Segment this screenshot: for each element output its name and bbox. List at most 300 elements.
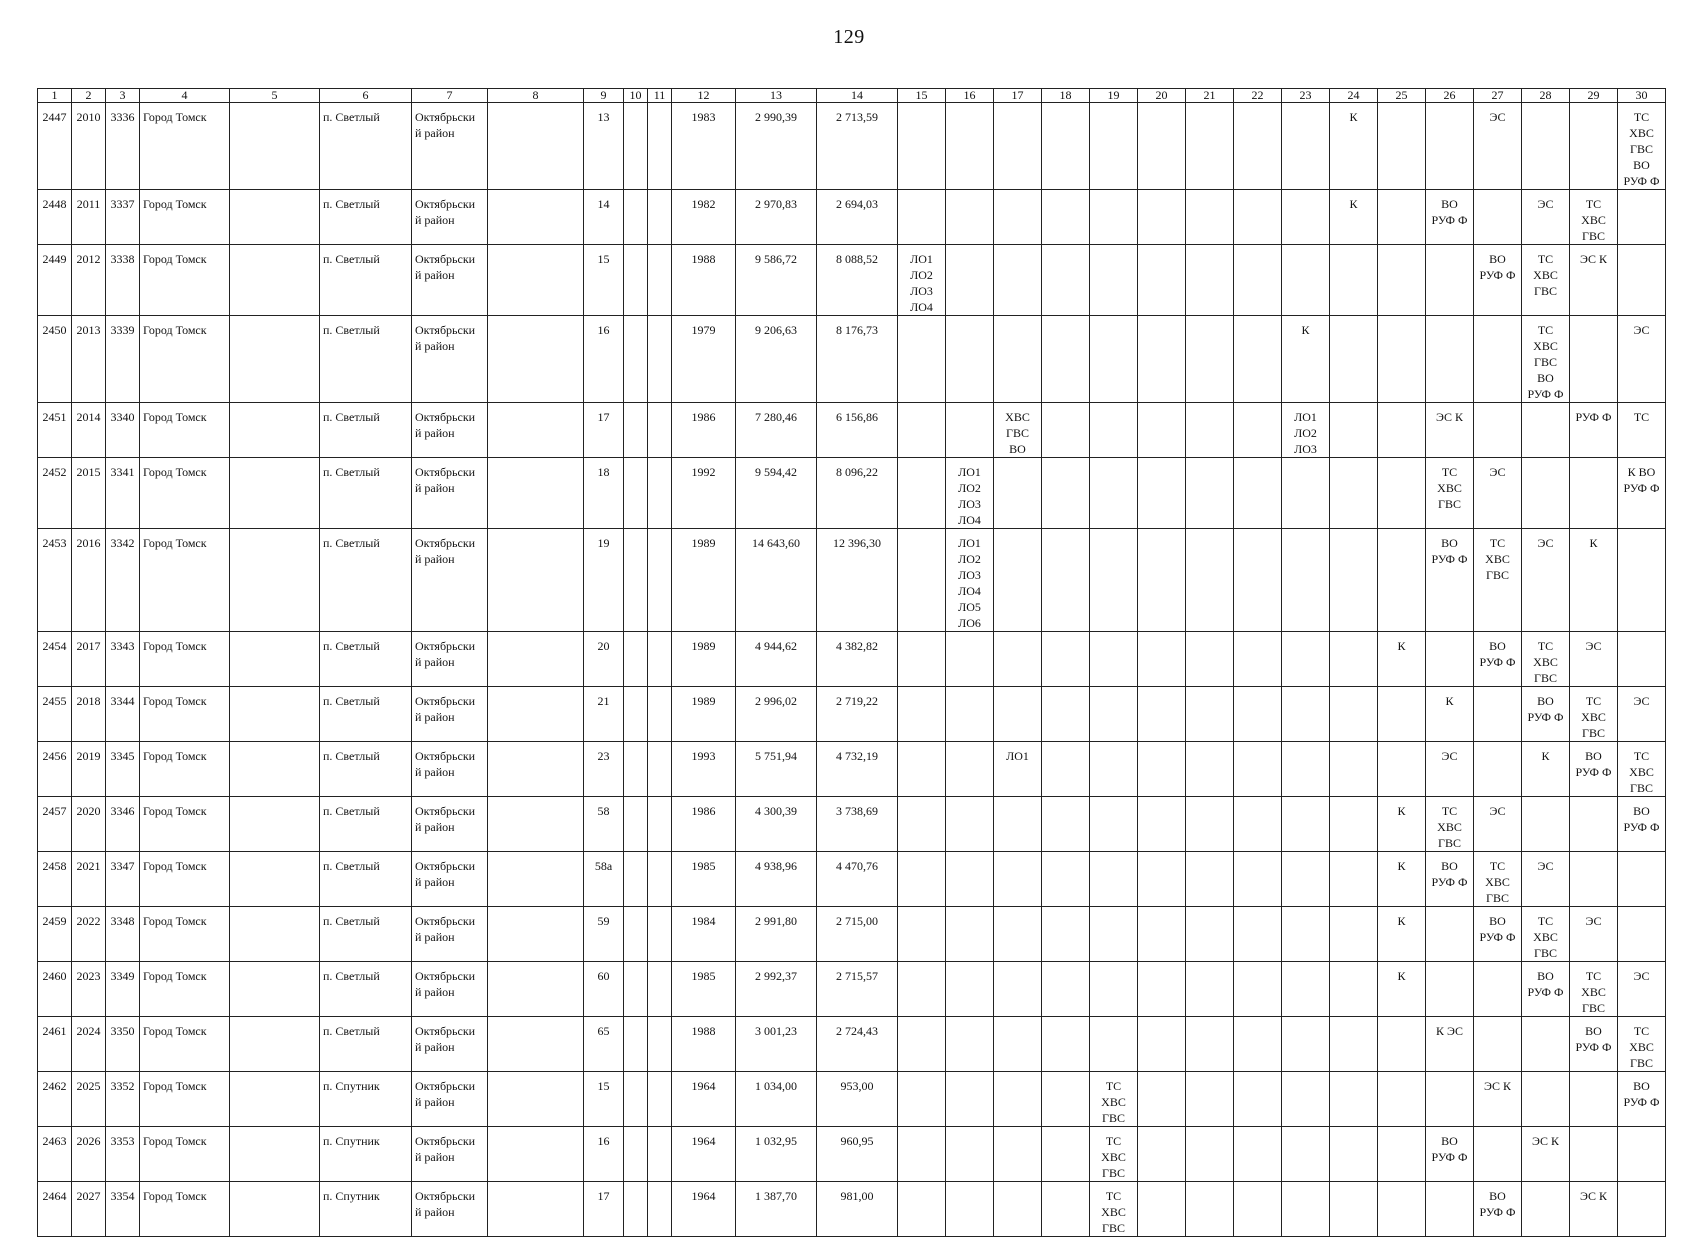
column-header-5: 5	[230, 89, 320, 103]
table-cell-col-5	[230, 742, 320, 797]
table-cell-col-28: ЭС	[1522, 852, 1570, 907]
table-cell-col-23	[1282, 1127, 1330, 1182]
table-cell-col-12: 1982	[672, 190, 736, 245]
table-cell-col-24	[1330, 797, 1378, 852]
table-cell-col-27	[1474, 403, 1522, 458]
table-cell-col-20	[1138, 1127, 1186, 1182]
table-cell-col-6: п. Светлый	[320, 103, 412, 190]
table-cell-col-10	[624, 458, 648, 529]
table-row	[38, 687, 1666, 742]
table-cell-col-24	[1330, 458, 1378, 529]
table-cell-col-8	[488, 190, 584, 245]
table-cell-col-7: Октябрьски й район	[412, 907, 488, 962]
table-cell-col-11	[648, 632, 672, 687]
table-cell-col-12: 1983	[672, 103, 736, 190]
table-cell-col-18	[1042, 458, 1090, 529]
table-cell-col-2: 2014	[72, 403, 106, 458]
table-cell-col-29: К	[1570, 529, 1618, 632]
table-cell-col-28: ЭС	[1522, 190, 1570, 245]
table-cell-col-26: ЭС	[1426, 742, 1474, 797]
table-cell-col-11	[648, 1182, 672, 1237]
column-header-13: 13	[736, 89, 817, 103]
table-cell-col-5	[230, 1182, 320, 1237]
column-header-6: 6	[320, 89, 412, 103]
table-cell-col-22	[1234, 687, 1282, 742]
column-header-22: 22	[1234, 89, 1282, 103]
table-row	[38, 632, 1666, 687]
table-cell-col-7: Октябрьски й район	[412, 529, 488, 632]
table-cell-col-15	[898, 458, 946, 529]
table-cell-col-16	[946, 797, 994, 852]
table-row	[38, 1017, 1666, 1072]
table-cell-col-1: 2452	[38, 458, 72, 529]
column-header-8: 8	[488, 89, 584, 103]
table-cell-col-2: 2017	[72, 632, 106, 687]
table-cell-col-15	[898, 103, 946, 190]
table-cell-col-30	[1618, 852, 1666, 907]
table-cell-col-10	[624, 797, 648, 852]
table-cell-col-1: 2461	[38, 1017, 72, 1072]
table-cell-col-9: 58а	[584, 852, 624, 907]
table-cell-col-8	[488, 458, 584, 529]
table-cell-col-20	[1138, 852, 1186, 907]
table-cell-col-16	[946, 403, 994, 458]
table-cell-col-26: ВО РУФ Ф	[1426, 852, 1474, 907]
table-cell-col-9: 20	[584, 632, 624, 687]
table-cell-col-26	[1426, 1072, 1474, 1127]
table-cell-col-4: Город Томск	[140, 1017, 230, 1072]
table-cell-col-26	[1426, 962, 1474, 1017]
table-cell-col-9: 16	[584, 1127, 624, 1182]
table-cell-col-30	[1618, 190, 1666, 245]
table-cell-col-3: 3340	[106, 403, 140, 458]
table-cell-col-7: Октябрьски й район	[412, 742, 488, 797]
table-cell-col-18	[1042, 687, 1090, 742]
table-cell-col-23	[1282, 1072, 1330, 1127]
table-cell-col-14: 960,95	[817, 1127, 898, 1182]
table-cell-col-28	[1522, 797, 1570, 852]
table-cell-col-25	[1378, 458, 1426, 529]
table-cell-col-21	[1186, 742, 1234, 797]
column-header-29: 29	[1570, 89, 1618, 103]
table-cell-col-23	[1282, 797, 1330, 852]
table-cell-col-5	[230, 316, 320, 403]
table-cell-col-20	[1138, 1017, 1186, 1072]
table-cell-col-6: п. Спутник	[320, 1072, 412, 1127]
table-cell-col-12: 1992	[672, 458, 736, 529]
table-cell-col-24	[1330, 632, 1378, 687]
page-number: 129	[833, 26, 865, 48]
table-cell-col-29: ЭС	[1570, 632, 1618, 687]
table-cell-col-12: 1985	[672, 962, 736, 1017]
table-cell-col-7: Октябрьски й район	[412, 687, 488, 742]
table-cell-col-22	[1234, 245, 1282, 316]
table-cell-col-25: К	[1378, 907, 1426, 962]
table-cell-col-1: 2454	[38, 632, 72, 687]
table-cell-col-3: 3353	[106, 1127, 140, 1182]
table-cell-col-20	[1138, 458, 1186, 529]
table-cell-col-29: ЭС К	[1570, 245, 1618, 316]
table-cell-col-3: 3354	[106, 1182, 140, 1237]
table-cell-col-23	[1282, 632, 1330, 687]
table-cell-col-29	[1570, 316, 1618, 403]
table-cell-col-12: 1988	[672, 245, 736, 316]
table-cell-col-9: 59	[584, 907, 624, 962]
table-cell-col-11	[648, 852, 672, 907]
table-cell-col-23	[1282, 1017, 1330, 1072]
table-cell-col-14: 981,00	[817, 1182, 898, 1237]
table-cell-col-10	[624, 1127, 648, 1182]
table-cell-col-6: п. Светлый	[320, 403, 412, 458]
table-cell-col-26: К ЭС	[1426, 1017, 1474, 1072]
table-cell-col-6: п. Светлый	[320, 245, 412, 316]
table-cell-col-29: ЭС	[1570, 907, 1618, 962]
table-cell-col-18	[1042, 529, 1090, 632]
table-cell-col-8	[488, 1072, 584, 1127]
table-cell-col-28	[1522, 403, 1570, 458]
table-cell-col-9: 13	[584, 103, 624, 190]
table-cell-col-18	[1042, 852, 1090, 907]
table-cell-col-30: ТС ХВС ГВС	[1618, 1017, 1666, 1072]
table-cell-col-16	[946, 1072, 994, 1127]
table-cell-col-17	[994, 797, 1042, 852]
table-row	[38, 742, 1666, 797]
table-cell-col-5	[230, 1017, 320, 1072]
table-cell-col-28	[1522, 1017, 1570, 1072]
table-cell-col-27: ЭС	[1474, 797, 1522, 852]
table-cell-col-15	[898, 190, 946, 245]
table-cell-col-10	[624, 1072, 648, 1127]
table-cell-col-30	[1618, 632, 1666, 687]
table-cell-col-23	[1282, 1182, 1330, 1237]
table-cell-col-3: 3344	[106, 687, 140, 742]
table-cell-col-17	[994, 1017, 1042, 1072]
table-cell-col-11	[648, 529, 672, 632]
table-cell-col-27	[1474, 316, 1522, 403]
table-cell-col-25	[1378, 529, 1426, 632]
table-cell-col-6: п. Светлый	[320, 529, 412, 632]
table-cell-col-4: Город Томск	[140, 742, 230, 797]
table-cell-col-4: Город Томск	[140, 245, 230, 316]
table-cell-col-19	[1090, 797, 1138, 852]
column-header-3: 3	[106, 89, 140, 103]
table-cell-col-14: 2 715,57	[817, 962, 898, 1017]
table-cell-col-23	[1282, 687, 1330, 742]
table-cell-col-7: Октябрьски й район	[412, 190, 488, 245]
table-cell-col-8	[488, 1182, 584, 1237]
table-cell-col-2: 2015	[72, 458, 106, 529]
table-cell-col-22	[1234, 316, 1282, 403]
table-cell-col-21	[1186, 687, 1234, 742]
table-cell-col-3: 3347	[106, 852, 140, 907]
table-cell-col-23	[1282, 742, 1330, 797]
column-header-17: 17	[994, 89, 1042, 103]
table-cell-col-8	[488, 632, 584, 687]
table-cell-col-24	[1330, 687, 1378, 742]
table-cell-col-21	[1186, 458, 1234, 529]
table-cell-col-20	[1138, 687, 1186, 742]
table-cell-col-2: 2019	[72, 742, 106, 797]
table-cell-col-8	[488, 1127, 584, 1182]
table-cell-col-7: Октябрьски й район	[412, 1017, 488, 1072]
table-cell-col-17	[994, 1182, 1042, 1237]
table-cell-col-23	[1282, 962, 1330, 1017]
table-cell-col-20	[1138, 632, 1186, 687]
table-cell-col-30: ЭС	[1618, 687, 1666, 742]
table-cell-col-25	[1378, 1017, 1426, 1072]
table-cell-col-7: Октябрьски й район	[412, 458, 488, 529]
table-cell-col-25: К	[1378, 852, 1426, 907]
table-cell-col-19	[1090, 852, 1138, 907]
table-cell-col-13: 2 992,37	[736, 962, 817, 1017]
column-header-19: 19	[1090, 89, 1138, 103]
table-cell-col-30: ТС	[1618, 403, 1666, 458]
table-cell-col-19	[1090, 632, 1138, 687]
table-cell-col-30: ТС ХВС ГВС	[1618, 742, 1666, 797]
table-cell-col-18	[1042, 632, 1090, 687]
table-cell-col-4: Город Томск	[140, 1182, 230, 1237]
table-cell-col-3: 3346	[106, 797, 140, 852]
table-cell-col-20	[1138, 962, 1186, 1017]
table-cell-col-4: Город Томск	[140, 316, 230, 403]
table-cell-col-5	[230, 190, 320, 245]
table-cell-col-23: ЛО1 ЛО2 ЛО3	[1282, 403, 1330, 458]
table-cell-col-30: ТС ХВС ГВС ВО РУФ Ф	[1618, 103, 1666, 190]
table-cell-col-11	[648, 1127, 672, 1182]
table-cell-col-6: п. Светлый	[320, 907, 412, 962]
table-cell-col-13: 3 001,23	[736, 1017, 817, 1072]
table-cell-col-20	[1138, 316, 1186, 403]
table-cell-col-29: РУФ Ф	[1570, 403, 1618, 458]
table-cell-col-7: Октябрьски й район	[412, 797, 488, 852]
table-cell-col-25	[1378, 190, 1426, 245]
table-cell-col-16	[946, 962, 994, 1017]
table-cell-col-1: 2455	[38, 687, 72, 742]
table-cell-col-1: 2460	[38, 962, 72, 1017]
table-cell-col-11	[648, 907, 672, 962]
table-cell-col-11	[648, 687, 672, 742]
table-cell-col-19	[1090, 458, 1138, 529]
table-cell-col-2: 2011	[72, 190, 106, 245]
table-cell-col-14: 8 176,73	[817, 316, 898, 403]
table-cell-col-28	[1522, 103, 1570, 190]
table-cell-col-3: 3350	[106, 1017, 140, 1072]
table-cell-col-23: К	[1282, 316, 1330, 403]
table-cell-col-15	[898, 1127, 946, 1182]
table-cell-col-24	[1330, 403, 1378, 458]
table-cell-col-27: ЭС	[1474, 103, 1522, 190]
table-cell-col-18	[1042, 907, 1090, 962]
table-cell-col-27: ВО РУФ Ф	[1474, 1182, 1522, 1237]
table-cell-col-17	[994, 529, 1042, 632]
table-cell-col-12: 1989	[672, 687, 736, 742]
table-cell-col-27: ВО РУФ Ф	[1474, 907, 1522, 962]
table-cell-col-30: ВО РУФ Ф	[1618, 1072, 1666, 1127]
table-cell-col-14: 4 382,82	[817, 632, 898, 687]
table-cell-col-24	[1330, 1182, 1378, 1237]
table-cell-col-15	[898, 1072, 946, 1127]
table-cell-col-10	[624, 962, 648, 1017]
table-cell-col-18	[1042, 962, 1090, 1017]
table-cell-col-5	[230, 403, 320, 458]
table-cell-col-9: 19	[584, 529, 624, 632]
table-cell-col-12: 1986	[672, 797, 736, 852]
table-cell-col-6: п. Светлый	[320, 632, 412, 687]
table-cell-col-15	[898, 1017, 946, 1072]
table-cell-col-3: 3349	[106, 962, 140, 1017]
table-cell-col-26	[1426, 1182, 1474, 1237]
table-cell-col-3: 3343	[106, 632, 140, 687]
table-cell-col-17	[994, 687, 1042, 742]
table-cell-col-28: К	[1522, 742, 1570, 797]
table-cell-col-15	[898, 797, 946, 852]
table-cell-col-2: 2018	[72, 687, 106, 742]
table-cell-col-14: 4 732,19	[817, 742, 898, 797]
table-cell-col-14: 12 396,30	[817, 529, 898, 632]
table-cell-col-30: ЭС	[1618, 316, 1666, 403]
table-cell-col-28	[1522, 458, 1570, 529]
table-cell-col-2: 2010	[72, 103, 106, 190]
table-cell-col-16: ЛО1 ЛО2 ЛО3 ЛО4 ЛО5 ЛО6	[946, 529, 994, 632]
table-cell-col-7: Октябрьски й район	[412, 852, 488, 907]
table-cell-col-24	[1330, 907, 1378, 962]
table-cell-col-26: ВО РУФ Ф	[1426, 190, 1474, 245]
table-cell-col-19	[1090, 245, 1138, 316]
table-cell-col-17: ХВС ГВС ВО	[994, 403, 1042, 458]
table-cell-col-1: 2449	[38, 245, 72, 316]
table-cell-col-22	[1234, 1072, 1282, 1127]
table-cell-col-29: ВО РУФ Ф	[1570, 1017, 1618, 1072]
table-cell-col-29: ТС ХВС ГВС	[1570, 190, 1618, 245]
table-cell-col-25: К	[1378, 797, 1426, 852]
table-cell-col-18	[1042, 742, 1090, 797]
table-cell-col-28: ТС ХВС ГВС	[1522, 632, 1570, 687]
table-row	[38, 907, 1666, 962]
table-cell-col-17: ЛО1	[994, 742, 1042, 797]
table-cell-col-17	[994, 907, 1042, 962]
table-cell-col-2: 2021	[72, 852, 106, 907]
table-cell-col-21	[1186, 1017, 1234, 1072]
table-cell-col-21	[1186, 1072, 1234, 1127]
table-cell-col-13: 9 586,72	[736, 245, 817, 316]
table-cell-col-14: 6 156,86	[817, 403, 898, 458]
table-cell-col-19	[1090, 1017, 1138, 1072]
table-cell-col-7: Октябрьски й район	[412, 632, 488, 687]
table-cell-col-27	[1474, 962, 1522, 1017]
table-cell-col-8	[488, 687, 584, 742]
table-cell-col-20	[1138, 245, 1186, 316]
table-cell-col-3: 3336	[106, 103, 140, 190]
table-cell-col-1: 2457	[38, 797, 72, 852]
table-cell-col-6: п. Спутник	[320, 1182, 412, 1237]
table-cell-col-10	[624, 190, 648, 245]
table-cell-col-5	[230, 1072, 320, 1127]
table-cell-col-11	[648, 962, 672, 1017]
table-cell-col-9: 21	[584, 687, 624, 742]
column-header-25: 25	[1378, 89, 1426, 103]
table-cell-col-28: ЭС К	[1522, 1127, 1570, 1182]
column-header-27: 27	[1474, 89, 1522, 103]
column-header-14: 14	[817, 89, 898, 103]
column-header-28: 28	[1522, 89, 1570, 103]
table-cell-col-10	[624, 529, 648, 632]
table-cell-col-28	[1522, 1182, 1570, 1237]
table-cell-col-9: 58	[584, 797, 624, 852]
table-cell-col-26	[1426, 245, 1474, 316]
table-cell-col-10	[624, 687, 648, 742]
table-cell-col-14: 8 088,52	[817, 245, 898, 316]
table-cell-col-26: К	[1426, 687, 1474, 742]
column-header-16: 16	[946, 89, 994, 103]
table-cell-col-21	[1186, 1127, 1234, 1182]
table-cell-col-7: Октябрьски й район	[412, 316, 488, 403]
table-cell-col-27	[1474, 190, 1522, 245]
table-cell-col-11	[648, 316, 672, 403]
table-cell-col-12: 1993	[672, 742, 736, 797]
table-cell-col-26: ТС ХВС ГВС	[1426, 797, 1474, 852]
table-cell-col-19	[1090, 190, 1138, 245]
table-cell-col-19	[1090, 403, 1138, 458]
table-cell-col-14: 8 096,22	[817, 458, 898, 529]
table-cell-col-15	[898, 632, 946, 687]
table-cell-col-4: Город Томск	[140, 632, 230, 687]
table-cell-col-27	[1474, 1017, 1522, 1072]
table-cell-col-21	[1186, 316, 1234, 403]
column-header-12: 12	[672, 89, 736, 103]
table-cell-col-4: Город Томск	[140, 1072, 230, 1127]
table-cell-col-23	[1282, 907, 1330, 962]
table-cell-col-28: ТС ХВС ГВС	[1522, 907, 1570, 962]
table-cell-col-26: ТС ХВС ГВС	[1426, 458, 1474, 529]
table-cell-col-12: 1989	[672, 632, 736, 687]
table-cell-col-6: п. Светлый	[320, 742, 412, 797]
table-cell-col-20	[1138, 1182, 1186, 1237]
table-cell-col-12: 1964	[672, 1127, 736, 1182]
table-cell-col-26	[1426, 907, 1474, 962]
table-cell-col-17	[994, 632, 1042, 687]
table-cell-col-22	[1234, 1127, 1282, 1182]
table-cell-col-9: 18	[584, 458, 624, 529]
table-cell-col-5	[230, 632, 320, 687]
table-cell-col-8	[488, 403, 584, 458]
table-cell-col-15	[898, 742, 946, 797]
table-cell-col-9: 23	[584, 742, 624, 797]
table-cell-col-30: ВО РУФ Ф	[1618, 797, 1666, 852]
table-cell-col-30	[1618, 245, 1666, 316]
table-cell-col-26: ВО РУФ Ф	[1426, 529, 1474, 632]
table-cell-col-25	[1378, 316, 1426, 403]
table-cell-col-24	[1330, 1127, 1378, 1182]
table-cell-col-5	[230, 103, 320, 190]
table-cell-col-22	[1234, 458, 1282, 529]
table-cell-col-7: Октябрьски й район	[412, 1072, 488, 1127]
table-cell-col-1: 2462	[38, 1072, 72, 1127]
column-header-7: 7	[412, 89, 488, 103]
table-cell-col-18	[1042, 103, 1090, 190]
table-cell-col-14: 4 470,76	[817, 852, 898, 907]
table-cell-col-2: 2023	[72, 962, 106, 1017]
table-cell-col-12: 1986	[672, 403, 736, 458]
table-cell-col-12: 1985	[672, 852, 736, 907]
column-header-18: 18	[1042, 89, 1090, 103]
table-cell-col-21	[1186, 103, 1234, 190]
table-cell-col-4: Город Томск	[140, 907, 230, 962]
table-cell-col-9: 17	[584, 403, 624, 458]
table-cell-col-13: 4 300,39	[736, 797, 817, 852]
table-cell-col-22	[1234, 852, 1282, 907]
table-cell-col-2: 2025	[72, 1072, 106, 1127]
table-row	[38, 316, 1666, 403]
